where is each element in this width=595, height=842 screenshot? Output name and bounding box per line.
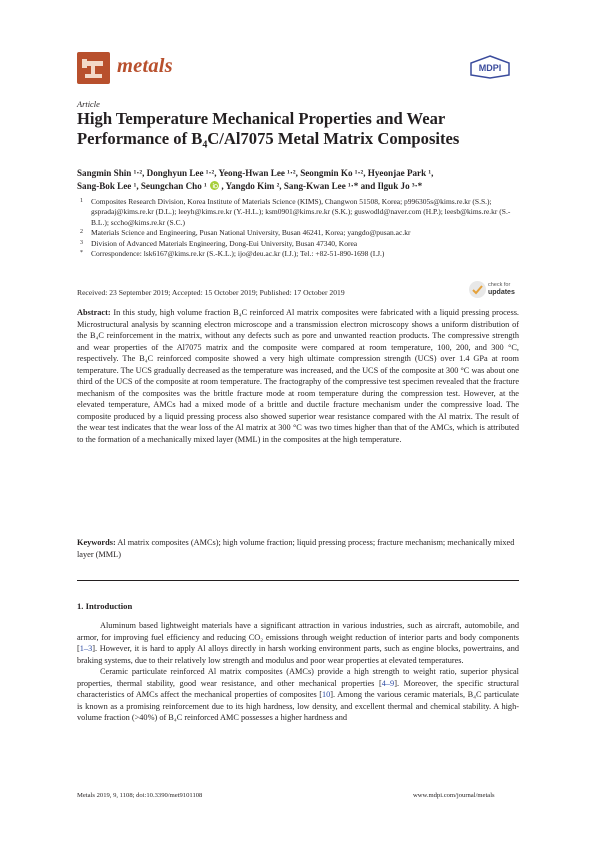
article-title: High Temperature Mechanical Properties and Wear Performance of B₄C/Al7075 Metal Matrix Composites <box>77 109 460 148</box>
affiliation-mark: 2 <box>80 229 83 236</box>
affiliation-text: Division of Advanced Materials Engineering, Dong-Eui University, Busan 47340, Korea <box>91 238 358 248</box>
mdpi-logo-icon <box>469 55 511 79</box>
citation-link[interactable]: 4–9 <box>381 678 395 688</box>
affiliation-text: Composites Research Division, Korea Institute of Materials Science (KIMS), Changwon 51508, Korea; p996305s@kims.re.kr (S.S.); gspradaj@kims.re.kr (D.L.); leeyh@kims.re.kr (Y.-H.L.); ksm0901@kims.re.kr (S.K.); guswodld@naver.com (H.P.); leesb@kims.re.kr (S.-B.L.); sccho@kims.re.kr (S.C.) <box>91 197 511 227</box>
divider <box>77 580 519 581</box>
affiliations <box>77 197 527 259</box>
abstract-label: Abstract: <box>77 308 111 317</box>
abstract-text: In this study, high volume fraction B₄C reinforced Al matrix composites were fabricated with a liquid pressing process. Microstructural analysis by scanning electron microscope and a transmission electron microscopy shows a uniform distribution of the B₄C reinforcement in the matrix, without any defects such as pore and unwanted reaction products. The compressive strength and wear properties of the Al7075 matrix and the composite were compared at room temperature, 100, 200, and 300 °C, respectively. The B₄C reinforced composite showed a very high ultimate compression strength (UCS) over 1.4 GPa at room temperature. The UCS gradually decreased as the temperature was increased, and the UCS of the composite at 300 °C was about one third of the UCS of the composite at room temperature. The fractography of the compressive test specimen revealed that the fracture mechanism of the composites was the brittle fracture mode at room temperature during the compression test. However, at the elevated temperature, AMCs had a mixed mode of a brittle and ductile fracture mechanism under the compressive load. The composite produced by a liquid pressing process also showed superior wear resistance compared with the Al matrix. The result of the wear test indicates that the wear loss of the Al matrix at 300 °C was two times higher than that of the AMCs, which is attributed to the formation of a mechanically mixed layer (MML) in the composites at the high temperature. <box>77 308 519 444</box>
correspondence <box>77 249 527 259</box>
section-heading: 1. Introduction <box>77 601 133 611</box>
authors-line-1: Sangmin Shin ¹·², Donghyun Lee ¹·², Yeong-Hwan Lee ¹·², Seongmin Ko ¹·², Hyeonjae Park ¹, <box>77 168 434 178</box>
paragraph-text: ]. Among the various ceramic materials, B₄C particulate is known as a promising reinforcement due to its high hardness, low density, and excellent thermal and chemical stability. A high-volume fraction (>40%) of B₄C reinforced AMC possesses a higher hardness and <box>77 690 519 722</box>
authors-line-2-start: Sang-Bok Lee ¹, Seungchan Cho ¹ <box>77 180 207 191</box>
check-updates-line2: updates <box>488 289 515 296</box>
footer-citation: Metals 2019, 9, 1108; doi:10.3390/met9101108 <box>77 792 203 799</box>
affiliation-mark: * <box>80 250 83 257</box>
paragraph-text: ]. However, it is hard to apply Al alloys directly in harsh working environment parts, such as engine blocks, powertrains, and braking systems, due to their relatively low strength and modulus and poor wear properties at elevated temperatures. <box>77 644 519 665</box>
paragraph-text: ]. Moreover, the specific structural characteristics of AMCs affect the mechanical properties of composites [ <box>77 678 519 699</box>
article-type: Article <box>77 100 100 109</box>
authors-line-2-end: , Yangdo Kim ², Sang-Kwan Lee ¹·* and Ilguk Jo ³·* <box>221 180 423 191</box>
keywords-text: Al matrix composites (AMCs); high volume fraction; liquid pressing process; fracture mechanism; mechanically mixed layer (MML) <box>77 538 515 559</box>
author-list <box>77 167 527 192</box>
affiliation-2 <box>77 228 527 238</box>
affiliation-text: Materials Science and Engineering, Pusan National University, Busan 46241, Korea; yangdo@pusan.ac.kr <box>91 228 411 238</box>
publication-dates: Received: 23 September 2019; Accepted: 15 October 2019; Published: 17 October 2019 <box>77 288 345 297</box>
journal-name: metals <box>117 55 173 77</box>
affiliation-mark: 3 <box>80 239 83 246</box>
paragraph-2 <box>77 666 519 724</box>
journal-logo-icon <box>77 52 110 84</box>
body-text <box>77 620 519 724</box>
check-for-updates-button[interactable] <box>469 281 519 301</box>
keywords <box>77 537 519 560</box>
check-updates-icon <box>469 281 486 298</box>
paragraph-text: Ceramic particulate reinforced Al matrix composites (AMCs) provide a high strength to weight ratio, superior physical properties, thermal stability, good wear resistance, and other mechanical properties [ <box>77 667 519 688</box>
check-updates-line1: check for <box>488 282 511 288</box>
affiliation-3 <box>77 239 527 249</box>
affiliation-text: Correspondence: lsk6167@kims.re.kr (S.-K.L.); ijo@deu.ac.kr (I.J.); Tel.: +82-51-890-1698 (I.J.) <box>91 249 385 259</box>
authors-line-2 <box>77 180 527 193</box>
citation-link[interactable]: 10 <box>321 690 331 699</box>
affiliation-1 <box>77 197 527 228</box>
paragraph-1 <box>77 620 519 666</box>
orcid-icon[interactable] <box>210 181 219 190</box>
abstract <box>77 307 519 445</box>
svg-text:MDPI: MDPI <box>478 63 502 73</box>
paragraph-text: Aluminum based lightweight materials have a significant attraction in various industries, such as aircraft, automobile, and armor, for improving fuel efficiency and reducing CO₂ emissions through weight reduction of interior parts and body components [ <box>77 621 519 653</box>
citation-link[interactable]: 1–3 <box>79 644 93 653</box>
affiliation-mark: 1 <box>80 198 83 204</box>
footer-url[interactable]: www.mdpi.com/journal/metals <box>413 792 495 799</box>
keywords-label: Keywords: <box>77 538 116 547</box>
